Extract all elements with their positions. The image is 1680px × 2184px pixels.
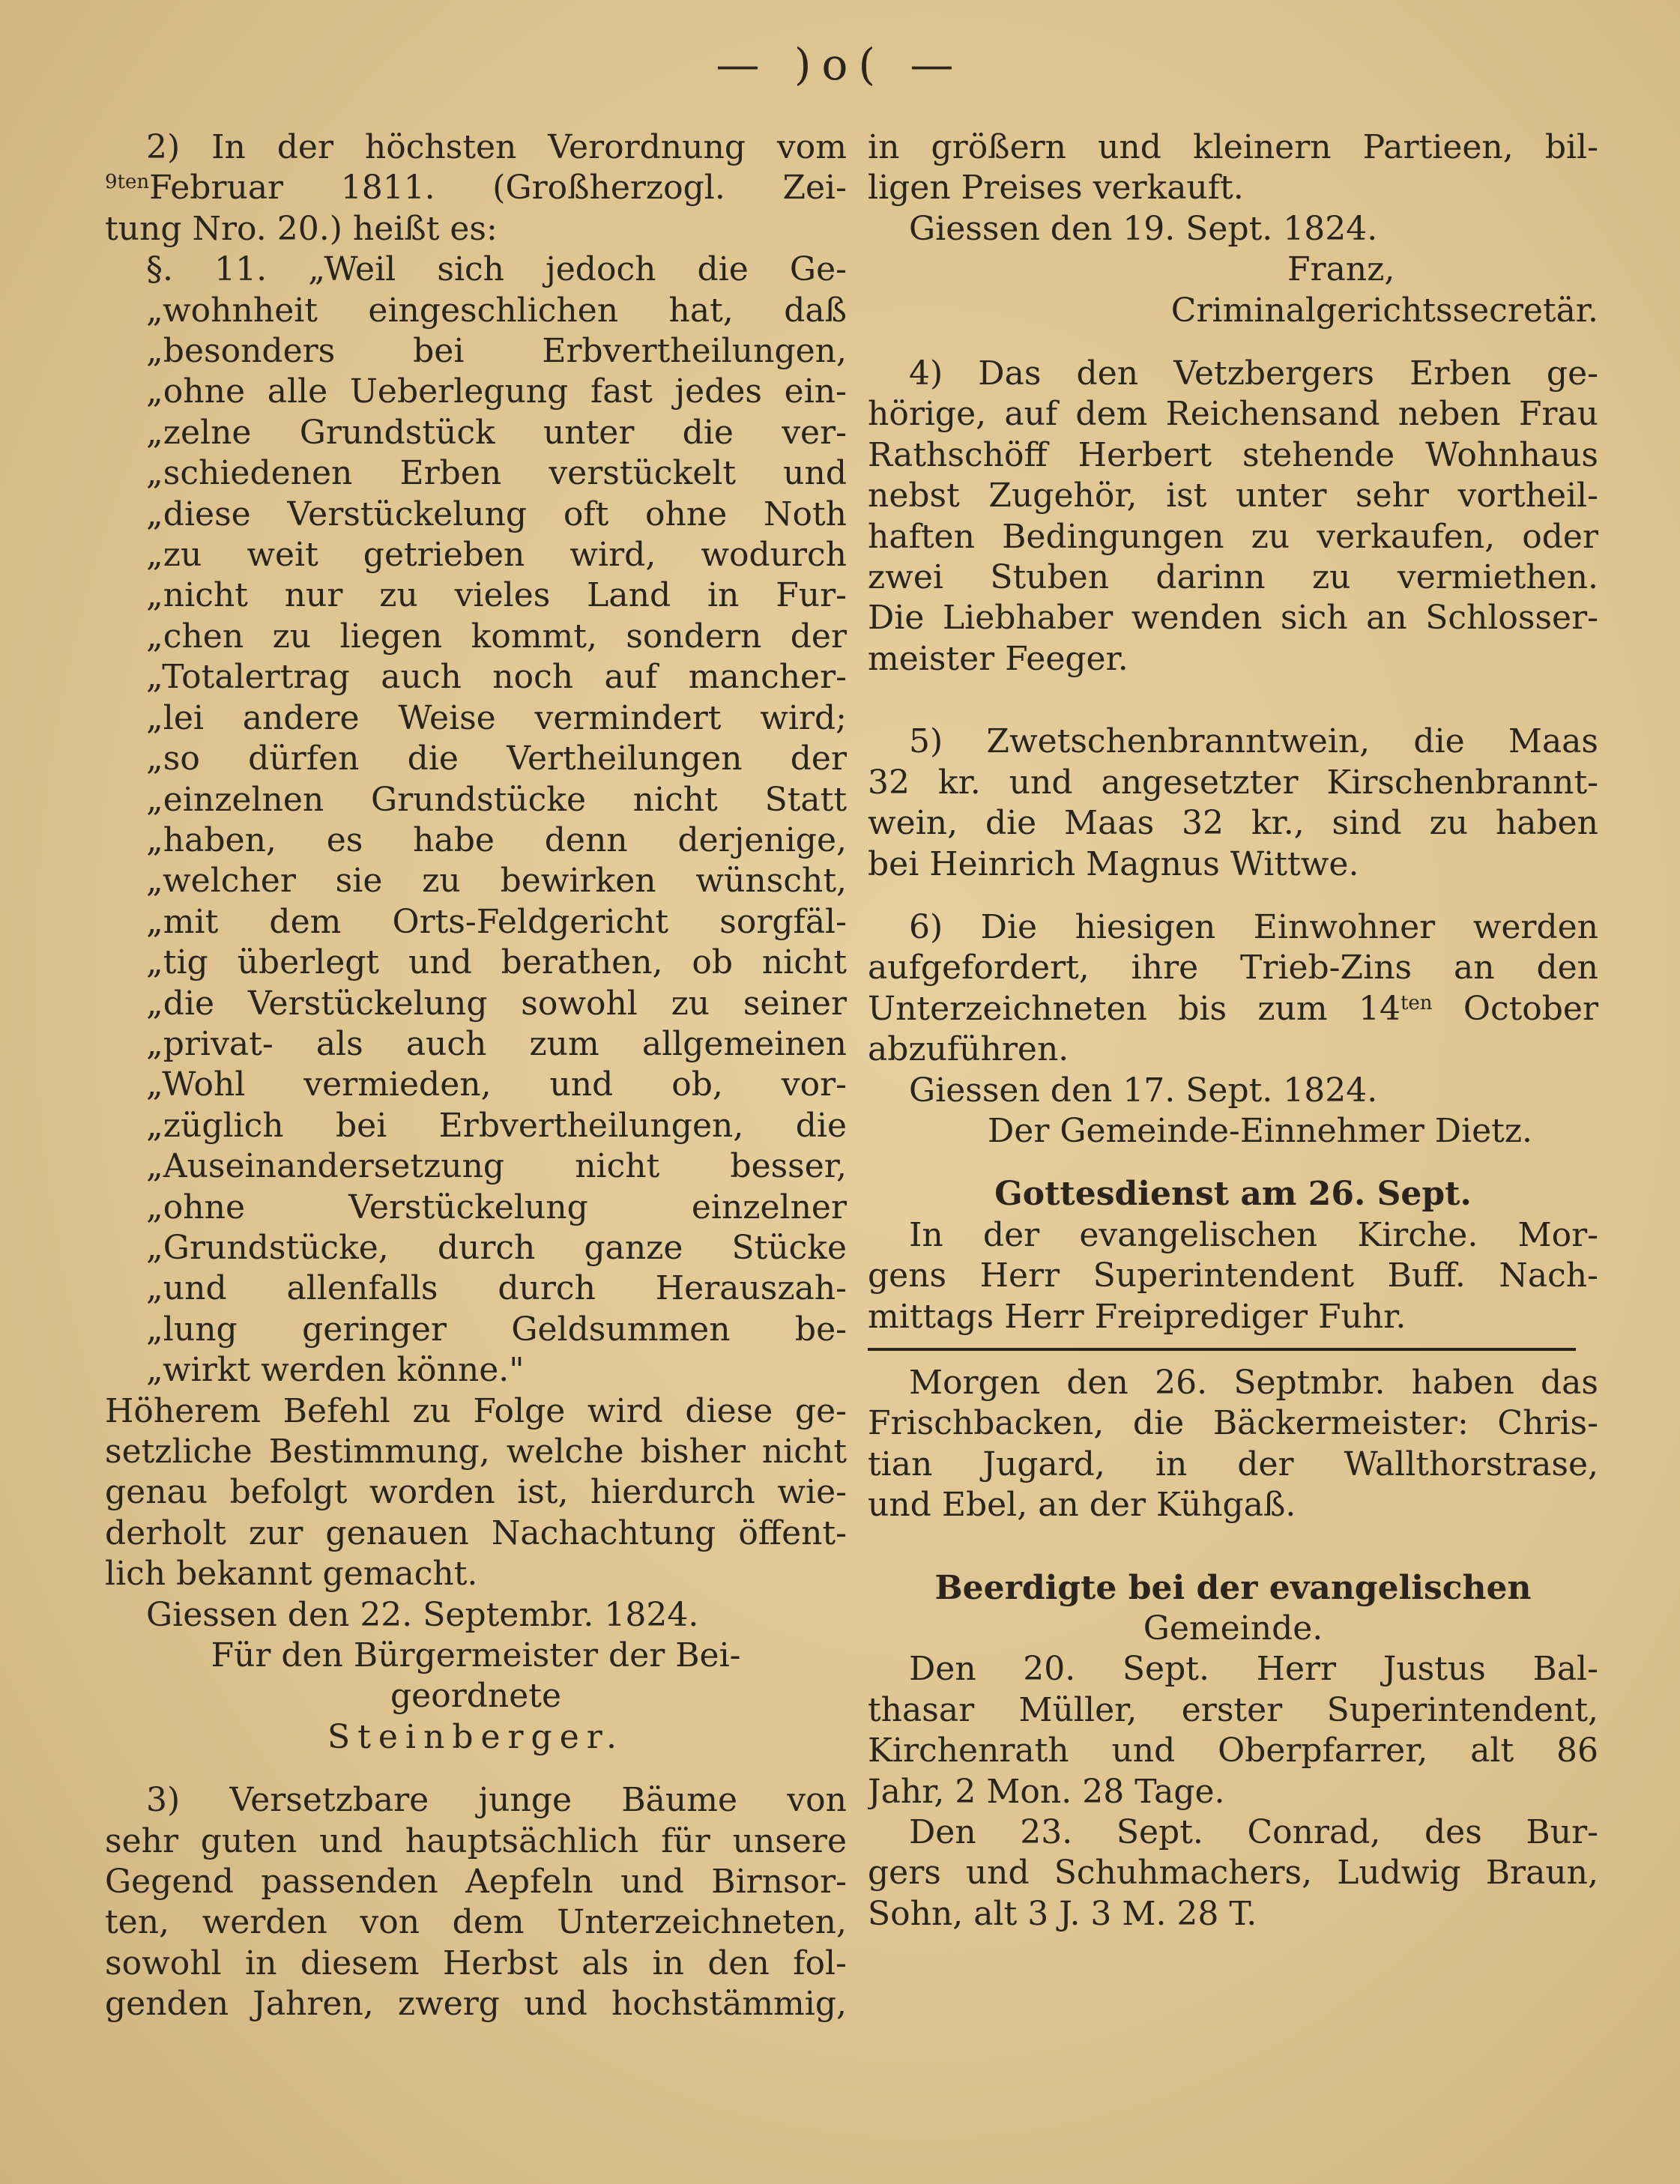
quote-line: „schiedenen Erben verstückelt und <box>146 454 847 493</box>
burial-line: Den 23. Sept. Conrad, des Bur- <box>909 1813 1598 1852</box>
burials-heading: Gemeinde. <box>1143 1609 1323 1648</box>
continuation-line: in größern und kleinern Partieen, bil- <box>868 128 1598 166</box>
para6-superscript: ten <box>1400 991 1433 1014</box>
dateline: Giessen den 22. Septembr. 1824. <box>146 1595 699 1634</box>
quote-line: „ohne Verstückelung einzelner <box>146 1188 847 1226</box>
para2-line: tung Nro. 20.) heißt es: <box>105 209 498 248</box>
burial-line: Jahr, 2 Mon. 28 Tage. <box>868 1772 1225 1811</box>
quote-line: „wohnheit eingeschlichen hat, daß <box>146 291 847 330</box>
burial-line: thasar Müller, erster Superintendent, <box>868 1690 1598 1729</box>
quote-line: „züglich bei Erbvertheilungen, die <box>146 1106 847 1145</box>
para4-line: haften Bedingungen zu verkaufen, oder <box>868 517 1598 556</box>
para3-line: ten, werden von dem Unterzeichneten, <box>105 1903 847 1942</box>
dateline: Giessen den 19. Sept. 1824. <box>909 209 1378 248</box>
quote-line: „ohne alle Ueberlegung fast jedes ein- <box>146 372 847 411</box>
quote-line: „nicht nur zu vieles Land in Fur- <box>146 576 847 615</box>
decree-line: lich bekannt gemacht. <box>105 1555 478 1594</box>
para6-line-tail: October <box>1463 989 1598 1028</box>
burial-line: gers und Schuhmachers, Ludwig Braun, <box>868 1854 1598 1893</box>
section-divider <box>868 1348 1576 1351</box>
quote-line: „wirkt werden könne." <box>146 1351 525 1390</box>
para5-line: wein, die Maas 32 kr., sind zu haben <box>868 804 1598 843</box>
para5-line: 5) Zwetschenbranntwein, die Maas <box>909 722 1598 761</box>
quote-line: „Wohl vermieden, und ob, vor- <box>146 1065 847 1104</box>
quote-line: „besonders bei Erbvertheilungen, <box>146 332 847 371</box>
decree-line: Höherem Befehl zu Folge wird diese ge- <box>105 1391 847 1430</box>
bakers-line: Morgen den 26. Septmbr. haben das <box>909 1363 1598 1402</box>
bakers-line: tian Jugard, in der Wallthorstrase, <box>868 1445 1598 1483</box>
quote-line: „diese Verstückelung oft ohne Noth <box>146 494 847 533</box>
signature-line: geordnete <box>390 1677 561 1716</box>
quote-line: „chen zu liegen kommt, sondern der <box>146 617 847 656</box>
para2-superscript: 9ten <box>105 171 150 194</box>
quote-line: „lei andere Weise vermindert wird; <box>146 698 847 737</box>
quote-line: „Grundstücke, durch ganze Stücke <box>146 1228 847 1267</box>
burials-heading: Beerdigte bei der evangelischen <box>934 1568 1532 1607</box>
quote-line: „zu weit getrieben wird, wodurch <box>146 536 847 575</box>
decree-line: derholt zur genauen Nachachtung öffent- <box>105 1513 847 1552</box>
quote-line: „so dürfen die Vertheilungen der <box>146 739 847 778</box>
service-line: gens Herr Superintendent Buff. Nach- <box>868 1256 1598 1295</box>
para4-line: 4) Das den Vetzbergers Erben ge- <box>909 354 1598 393</box>
para5-line: bei Heinrich Magnus Wittwe. <box>868 844 1359 883</box>
right-column <box>868 127 1598 1935</box>
quote-line: „Totalertrag auch noch auf mancher- <box>146 658 847 697</box>
service-line: In der evangelischen Kirche. Mor- <box>909 1215 1598 1254</box>
bakers-line: Frischbacken, die Bäckermeister: Chris- <box>868 1404 1598 1443</box>
para4-line: hörige, auf dem Reichensand neben Frau <box>868 395 1598 434</box>
quote-line: „privat- als auch zum allgemeinen <box>146 1024 847 1063</box>
signature-line: Für den Bürgermeister der Bei- <box>211 1636 741 1675</box>
quote-line: „lung geringer Geldsummen be- <box>146 1310 847 1349</box>
page-header: — )o( — <box>716 39 964 90</box>
signer-name: Franz, <box>1287 250 1395 289</box>
burial-line: Sohn, alt 3 J. 3 M. 28 T. <box>868 1894 1257 1933</box>
para3-line: 3) Versetzbare junge Bäume von <box>146 1781 847 1820</box>
quote-line: „welcher sie zu bewirken wünscht, <box>146 862 847 901</box>
para2-line: 2) In der höchsten Verordnung vom <box>146 128 847 166</box>
service-heading: Gottesdienst am 26. Sept. <box>994 1175 1472 1214</box>
para6-line: aufgefordert, ihre Trieb-Zins an den <box>868 949 1598 987</box>
quote-line: „tig überlegt und berathen, ob nicht <box>146 943 847 982</box>
decree-line: setzliche Bestimmung, welche bisher nicht <box>105 1433 847 1471</box>
bakers-line: und Ebel, an der Kühgaß. <box>868 1486 1296 1525</box>
para3-line: Gegend passenden Aepfeln und Birnsor- <box>105 1863 847 1902</box>
para3-line: sehr guten und hauptsächlich für unsere <box>105 1821 847 1860</box>
burial-line: Den 20. Sept. Herr Justus Bal- <box>909 1650 1598 1689</box>
para6-line: abzuführen. <box>868 1030 1069 1069</box>
para4-line: meister Feeger. <box>868 639 1128 678</box>
para4-line: zwei Stuben darinn zu vermiethen. <box>868 558 1598 597</box>
para4-line: Rathschöff Herbert stehende Wohnhaus <box>868 435 1598 474</box>
service-line: mittags Herr Freiprediger Fuhr. <box>868 1297 1406 1336</box>
quote-line: „mit dem Orts-Feldgericht sorgfäl- <box>146 902 847 941</box>
decree-line: genau befolgt worden ist, hierdurch wie- <box>105 1473 847 1512</box>
quote-line: „Auseinandersetzung nicht besser, <box>146 1147 847 1186</box>
para4-line: nebst Zugehör, ist unter sehr vortheil- <box>868 477 1598 515</box>
para2-line-text: Februar 1811. (Großherzogl. Zei- <box>149 169 847 208</box>
quote-line: §. 11. „Weil sich jedoch die Ge- <box>146 250 847 289</box>
dateline: Giessen den 17. Sept. 1824. <box>909 1071 1378 1110</box>
continuation-line: ligen Preises verkauft. <box>868 169 1244 208</box>
signer-name: Der Gemeinde-Einnehmer Dietz. <box>988 1111 1533 1150</box>
para3-line: genden Jahren, zwerg und hochstämmig, <box>105 1985 847 2024</box>
para4-line: Die Liebhaber wenden sich an Schlosser- <box>868 599 1598 638</box>
quote-line: „die Verstückelung sowohl zu seiner <box>146 984 847 1023</box>
para6-line <box>868 989 1598 1029</box>
left-column <box>105 127 847 2025</box>
burial-line: Kirchenrath und Oberpfarrer, alt 86 <box>868 1731 1598 1770</box>
signer-title: Criminalgerichtssecretär. <box>1170 291 1598 330</box>
quote-line: „haben, es habe denn derjenige, <box>146 820 847 859</box>
quote-line: „und allenfalls durch Herauszah- <box>146 1269 847 1308</box>
para6-line-text: Unterzeichneten bis zum 14 <box>868 989 1400 1028</box>
para6-line: 6) Die hiesigen Einwohner werden <box>909 907 1598 946</box>
quote-line: „einzelnen Grundstücke nicht Statt <box>146 780 847 819</box>
signer-name: Steinberger. <box>327 1717 624 1756</box>
para5-line: 32 kr. und angesetzter Kirschenbrannt- <box>868 763 1598 802</box>
quote-line: „zelne Grundstück unter die ver- <box>146 413 847 452</box>
para2-line <box>105 168 847 208</box>
para3-line: sowohl in diesem Herbst als in den fol- <box>105 1943 847 1982</box>
